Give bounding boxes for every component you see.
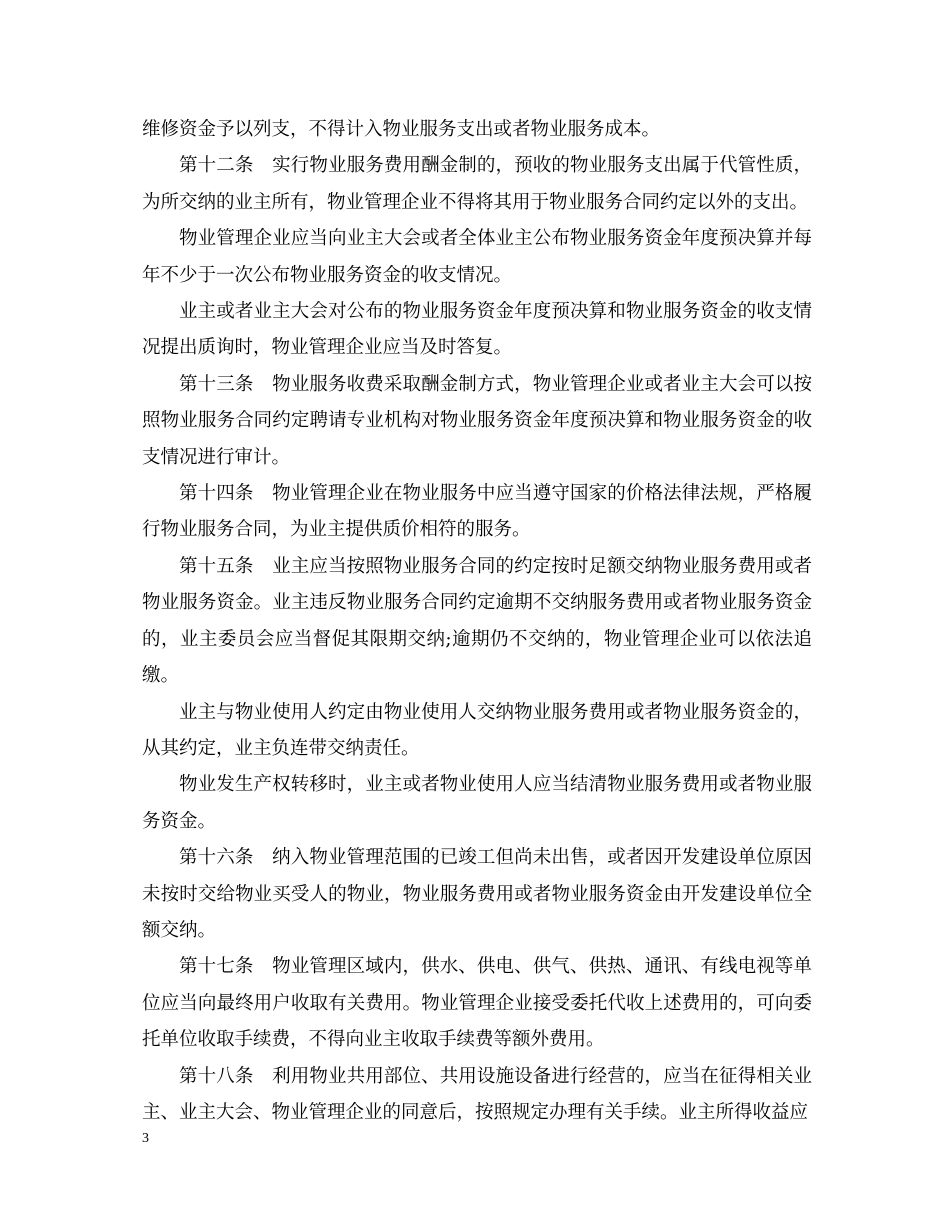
- paragraph: 业主或者业主大会对公布的物业服务资金年度预决算和物业服务资金的收支情况提出质询时，物业管理企业应当及时答复。: [142, 301, 812, 359]
- paragraph: 第十五条 业主应当按照物业服务合同的约定按时足额交纳物业服务费用或者物业服务资金。业主违反物业服务合同约定逾期不交纳服务费用或者物业服务资金的，业主委员会应当督促其限期交纳;逾期仍不交纳的，物业管理企业可以依法追缴。: [142, 555, 812, 687]
- paragraph: 第十七条 物业管理区域内，供水、供电、供气、供热、通讯、有线电视等单位应当向最终用户收取有关费用。物业管理企业接受委托代收上述费用的，可向委托单位收取手续费，不得向业主收取手续费等额外费用。: [142, 956, 812, 1051]
- paragraph: 第十三条 物业服务收费采取酬金制方式，物业管理企业或者业主大会可以按照物业服务合同约定聘请专业机构对物业服务资金年度预决算和物业服务资金的收支情况进行审计。: [142, 373, 812, 468]
- document-body: [142, 112, 812, 1131]
- paragraph: 第十六条 纳入物业管理范围的已竣工但尚未出售，或者因开发建设单位原因未按时交给物业买受人的物业，物业服务费用或者物业服务资金由开发建设单位全额交纳。: [142, 847, 812, 941]
- paragraph: 业主与物业使用人约定由物业使用人交纳物业服务费用或者物业服务资金的，从其约定，业主负连带交纳责任。: [142, 701, 812, 759]
- page-number: 3: [142, 1131, 149, 1146]
- paragraph: 第十二条 实行物业服务费用酬金制的，预收的物业服务支出属于代管性质，为所交纳的业主所有，物业管理企业不得将其用于物业服务合同约定以外的支出。: [142, 155, 812, 213]
- paragraph: 维修资金予以列支，不得计入物业服务支出或者物业服务成本。: [142, 119, 661, 140]
- paragraph: 物业管理企业应当向业主大会或者全体业主公布物业服务资金年度预决算并每年不少于一次公布物业服务资金的收支情况。: [142, 228, 812, 286]
- paragraph: 物业发生产权转移时，业主或者物业使用人应当结清物业服务费用或者物业服务资金。: [142, 774, 812, 832]
- paragraph: 第十八条 利用物业共用部位、共用设施设备进行经营的，应当在征得相关业主、业主大会、物业管理企业的同意后，按照规定办理有关手续。业主所得收益应: [142, 1065, 812, 1123]
- paragraph: 第十四条 物业管理企业在物业服务中应当遵守国家的价格法律法规，严格履行物业服务合同，为业主提供质价相符的服务。: [142, 483, 812, 541]
